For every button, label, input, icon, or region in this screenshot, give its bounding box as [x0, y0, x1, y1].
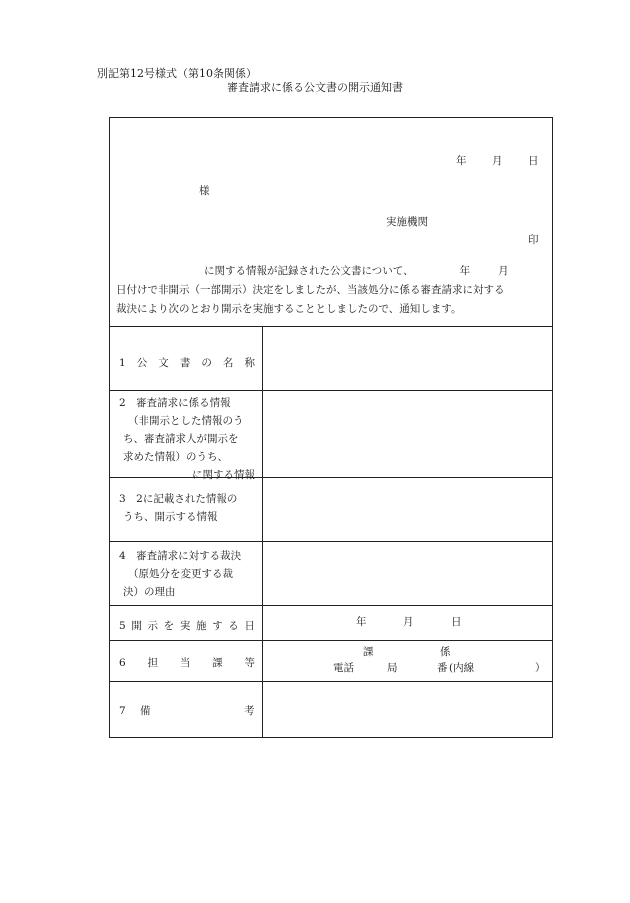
- implementation-year: 年: [356, 616, 367, 628]
- label-char: 担: [147, 657, 159, 669]
- row-divider: [110, 605, 552, 606]
- label-char: を: [163, 620, 175, 632]
- agency-label: 実施機関: [386, 216, 428, 228]
- item-4-label: [119, 547, 255, 601]
- label-char: の: [201, 357, 212, 369]
- label-char: 称: [244, 357, 255, 369]
- number-label: 番: [437, 662, 448, 674]
- row-divider: [110, 541, 552, 542]
- label-char: 実: [179, 620, 191, 632]
- remarks-char-1: 備: [140, 705, 151, 717]
- date-year: 年: [456, 155, 467, 167]
- label-char: 示: [147, 620, 158, 632]
- item-2-label: [119, 394, 255, 484]
- form-label: 別記第12号様式（第10条関係）: [97, 67, 257, 80]
- item-7-number: 7: [119, 705, 126, 717]
- label-char: 名: [222, 357, 234, 369]
- label-char: 文: [158, 357, 169, 369]
- label-line: 決）の理由: [123, 586, 176, 598]
- implementation-month: 月: [403, 616, 414, 628]
- date-day: 日: [528, 155, 539, 167]
- row-divider: [110, 326, 552, 327]
- item-3-label: [119, 490, 255, 526]
- label-char: 開: [131, 620, 142, 632]
- exchange-label: 局: [387, 662, 398, 674]
- label-line: ち、審査請求人が開示を: [123, 433, 239, 445]
- label-char: す: [212, 620, 223, 632]
- body-month: 月: [498, 265, 509, 277]
- label-char: 書: [179, 357, 191, 369]
- label-char: 公: [136, 357, 148, 369]
- label-line: うち、開示する情報: [123, 511, 218, 523]
- notice-body: [116, 262, 548, 319]
- implementation-day: 日: [451, 616, 462, 628]
- label-line: 2 審査請求に係る情報: [119, 397, 231, 409]
- body-year: 年: [459, 265, 471, 277]
- item-number: 1: [119, 357, 126, 369]
- body-line-1: [116, 262, 548, 281]
- label-char: る: [228, 620, 239, 632]
- label-line: 4 審査請求に対する裁決: [119, 550, 242, 562]
- body-subject-text: に関する情報が記録された公文書について、: [204, 265, 414, 277]
- label-line: （非開示とした情報のう: [128, 415, 244, 427]
- label-line: に関する情報: [192, 469, 255, 481]
- extension-close: ）: [535, 662, 546, 674]
- row-divider: [110, 681, 552, 682]
- item-5-label: [119, 617, 255, 635]
- label-char: 当: [179, 657, 191, 669]
- label-char: 等: [244, 657, 255, 669]
- label-line: （原処分を変更する裁: [128, 568, 233, 580]
- body-line-3: 裁決により次のとおり開示を実施することとしましたので、通知します。: [116, 303, 462, 315]
- row-divider: [110, 390, 552, 391]
- label-char: 課: [212, 657, 223, 669]
- label-line: 3 2に記載された情報の: [119, 493, 238, 505]
- section-label: 課: [363, 646, 374, 658]
- label-char: 施: [195, 620, 207, 632]
- label-char: 日: [244, 620, 255, 632]
- form-frame: [109, 117, 553, 738]
- addressee-suffix: 様: [199, 185, 210, 197]
- date-month: 月: [492, 155, 503, 167]
- remarks-char-2: 考: [244, 705, 255, 717]
- document-title: 審査請求に係る公文書の開示通知書: [227, 81, 403, 94]
- subsection-label: 係: [440, 646, 451, 658]
- column-divider: [262, 326, 263, 737]
- phone-label: 電話: [333, 662, 354, 674]
- label-line: 求めた情報）のうち、: [123, 451, 228, 463]
- extension-label: (内線: [449, 662, 475, 674]
- item-1-label: [119, 354, 255, 372]
- seal-mark: 印: [528, 234, 539, 246]
- row-divider: [110, 640, 552, 641]
- item-number: 5: [119, 620, 126, 632]
- item-6-label: [119, 654, 255, 672]
- body-line-2: 日付けで非開示（一部開示）決定をしましたが、当該処分に係る審査請求に対する: [116, 284, 505, 296]
- item-number: 6: [119, 657, 126, 669]
